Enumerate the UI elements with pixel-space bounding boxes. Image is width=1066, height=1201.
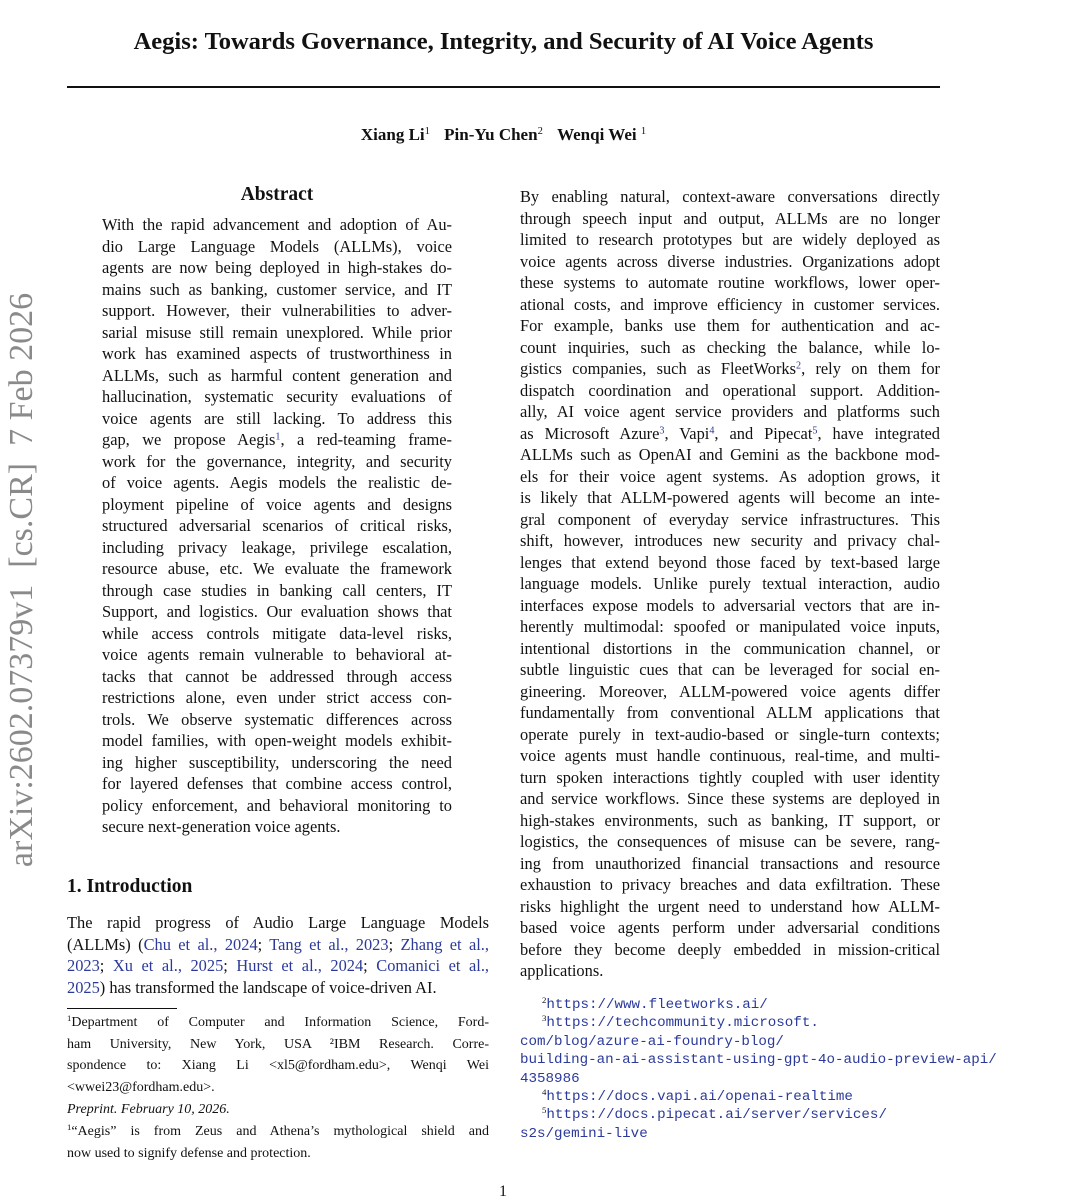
footnote-url[interactable]: https://techcommunity.microsoft. — [546, 1015, 819, 1032]
text-line: ham University, New York, USA ²IBM Research. Corre- — [67, 1036, 489, 1052]
text-line: Support, and logistics. Our evaluation shows that — [102, 602, 452, 621]
text-line: dispatch coordination and operational support. Addition- — [520, 380, 940, 400]
text-line: dio Large Language Models (ALLMs), voice — [102, 236, 452, 256]
citation-link[interactable]: 2023 — [67, 956, 100, 975]
author: Wenqi Wei $^1$ — [557, 125, 647, 144]
text-line: herently multimodal: spoofed or manipulated voice inputs, — [520, 617, 940, 636]
text-line: logistics, the consequences of misuse can be severe, rang- — [520, 832, 940, 851]
footnote-number: 4 — [542, 1087, 547, 1098]
footnote-url[interactable]: s2s/gemini-live — [520, 1125, 648, 1142]
text-line: through case studies in banking call centers, IT — [102, 580, 452, 600]
text-line: By enabling natural, context-aware conversations directly — [520, 187, 940, 206]
text-span: gap, we propose Aegis — [102, 430, 276, 449]
text-line: restrictions alone, even under strict access con- — [102, 688, 452, 707]
footnote-url[interactable]: https://docs.pipecat.ai/server/services/ — [546, 1107, 887, 1124]
citation-link[interactable]: Tang et al., 2023 — [269, 934, 389, 954]
citation-link[interactable]: Xu et al., 2025 — [112, 956, 224, 975]
url-footnotes — [520, 996, 997, 1143]
text-line: ALLMs, such as harmful content generation and — [102, 365, 452, 385]
text-span: ) has transformed the landscape of voice-driven AI. — [99, 977, 437, 997]
text-line: resource abuse, etc. We evaluate the framework — [102, 559, 452, 578]
text-line: before they become deeply embedded in mission-critical — [520, 939, 940, 959]
footnote-url-line[interactable] — [520, 1088, 997, 1106]
text-line: count inquiries, such as checking the balance, while lo- — [520, 337, 940, 357]
text-line — [67, 1123, 489, 1145]
introduction-body-continued — [520, 186, 940, 982]
footnote-url[interactable]: https://www.fleetworks.ai/ — [546, 997, 768, 1013]
footnote-url-line[interactable] — [520, 1125, 997, 1143]
footnote-link[interactable]: 2 — [796, 360, 802, 372]
text-line: these systems to automate routine workflows, lower oper- — [520, 273, 940, 292]
author: Pin-Yu Chen$^2$ — [444, 125, 543, 144]
footnote-url-line[interactable] — [520, 1106, 997, 1124]
text-span: ; — [99, 956, 113, 975]
citation-link[interactable]: 2025 — [67, 977, 100, 997]
text-span: ; — [388, 934, 401, 954]
text-span: , and Pipecat — [714, 423, 813, 443]
text-line: limited to research prototypes but are widely deployed as — [520, 230, 940, 249]
text-line: voice agents must handle continuous, real-time, and multi- — [520, 746, 940, 765]
text-line: high-stakes environments, such as banking, IT support, or — [520, 810, 940, 830]
text-span: ; — [363, 956, 377, 975]
text-line: is likely that ALLM-powered agents will become an inte- — [520, 488, 940, 507]
citation-link[interactable]: Zhang et al., — [400, 934, 489, 954]
text-line: and service workflows. Since these systems are deployed in — [520, 789, 940, 808]
text-line: model families, with open-weight models exhibit- — [102, 731, 452, 750]
text-line: interfaces expose models to adversarial vectors that are in- — [520, 595, 940, 615]
paper-title: Aegis: Towards Governance, Integrity, and Security of AI Voice Agents — [133, 28, 874, 55]
text-line: while access controls mitigate data-level risks, — [102, 623, 452, 643]
text-line — [67, 1014, 489, 1036]
text-line: language models. Unlike purely textual interaction, audio — [520, 574, 940, 593]
text-line: of voice agents. Aegis models the realistic de- — [102, 473, 452, 492]
footnote-link[interactable]: 5 — [812, 424, 818, 436]
text-line: structured adversarial scenarios of critical risks, — [102, 516, 452, 535]
footnote-link[interactable]: 3 — [659, 424, 665, 436]
text-line: work has examined aspects of trustworthiness in — [102, 344, 452, 363]
text-line — [67, 955, 489, 977]
footnote-url[interactable]: building-an-ai-assistant-using-gpt-4o-audio-preview-api/ — [520, 1052, 997, 1069]
text-line: gral component of everyday service infrastructures. This — [520, 509, 940, 529]
text-span: , rely on them for — [801, 359, 940, 378]
citation-link[interactable]: Chu et al., 2024 — [143, 934, 258, 954]
text-line — [67, 977, 489, 999]
text-span: , Vapi — [664, 423, 710, 443]
text-line: The rapid progress of Audio Large Language Models — [67, 913, 489, 932]
text-line: lenges that extend beyond those faced by text-based large — [520, 552, 940, 572]
text-line: intentional distortions in the communication channel, or — [520, 638, 940, 658]
text-line: risks highlight the urgent need to understand how ALLM- — [520, 896, 940, 916]
text-line: based voice agents perform under adversarial conditions — [520, 918, 940, 937]
text-line: spondence to: Xiang Li <xl5@fordham.edu>, Wenqi Wei — [67, 1058, 489, 1073]
text-line: through speech input and output, ALLMs are no longer — [520, 208, 940, 228]
text-line: ing higher susceptibility, underscoring the need — [102, 752, 452, 772]
text-span: 1 — [67, 1013, 72, 1024]
footnote-url-line[interactable] — [520, 1070, 997, 1088]
citation-link[interactable]: Hurst et al., 2024 — [236, 956, 364, 975]
text-line — [67, 934, 489, 956]
text-span: , a red-teaming frame- — [280, 430, 452, 449]
title-rule — [67, 86, 940, 88]
text-line: voice agents are still lacking. To address this — [102, 408, 452, 428]
text-line: mains such as banking, customer service, and IT — [102, 279, 452, 299]
text-span: Department of Computer and Information Science, Ford- — [71, 1015, 489, 1030]
text-line: policy enforcement, and behavioral monitoring to — [102, 795, 452, 815]
text-line: shift, however, introduces new security and privacy chal- — [520, 531, 940, 550]
text-line: secure next-generation voice agents. — [102, 817, 341, 836]
text-line: work for the governance, integrity, and security — [102, 451, 452, 471]
text-line: els for their voice agent systems. As adoption grows, it — [520, 466, 940, 486]
footnote-number: 5 — [542, 1105, 547, 1116]
text-line: gineering. Moreover, ALLM-powered voice agents differ — [520, 681, 940, 701]
text-line: voice agents across diverse industries. Organizations adopt — [520, 251, 940, 271]
text-line: exhaustion to privacy breaches and data exfiltration. These — [520, 875, 940, 894]
footnote-url[interactable]: https://docs.vapi.ai/openai-realtime — [546, 1089, 853, 1106]
text-line — [520, 358, 940, 380]
text-line: ALLMs such as OpenAI and Gemini as the backbone mod- — [520, 445, 940, 464]
footnote-url-line[interactable] — [520, 1014, 997, 1032]
text-line — [520, 423, 940, 445]
footnote-url[interactable]: 4358986 — [520, 1070, 580, 1087]
footnote-url-line[interactable] — [520, 1033, 997, 1051]
text-line: applications. — [520, 961, 604, 980]
text-line: agents are now being deployed in high-stakes do- — [102, 258, 452, 277]
footnote-link[interactable]: 4 — [709, 424, 715, 436]
page-number: 1 — [499, 1183, 507, 1200]
footnote-url[interactable]: com/blog/azure-ai-foundry-blog/ — [520, 1033, 784, 1050]
text-line: fundamentally from conventional ALLM applications that — [520, 703, 940, 722]
abstract-heading: Abstract — [240, 184, 314, 205]
footnote-rule — [67, 1008, 177, 1009]
text-span: (ALLMs) ( — [67, 934, 144, 954]
introduction-heading: 1. Introduction — [67, 876, 193, 897]
footnote-link[interactable]: 1 — [275, 431, 281, 443]
arxiv-identifier: arXiv:2602.07379v1 [cs.CR] 7 Feb 2026 — [3, 292, 40, 868]
text-line: subtle linguistic cues that can be leveraged for social en- — [520, 660, 940, 679]
text-line: trols. We observe systematic differences across — [102, 709, 452, 729]
text-line: ational costs, and improve efficiency in customer services. — [520, 294, 940, 314]
text-span: as Microsoft Azure — [520, 423, 660, 443]
text-span: ; — [223, 956, 237, 975]
text-line: tacks that cannot be addressed through access — [102, 666, 452, 686]
text-line: turn spoken interactions tightly coupled with user identity — [520, 767, 940, 787]
text-line: for layered defenses that combine access control, — [102, 774, 452, 793]
introduction-body — [67, 912, 489, 998]
text-line: ally, AI voice agent service providers and platforms such — [520, 402, 940, 421]
footnote-number: 2 — [542, 995, 547, 1006]
text-line: sarial misuse still remain unexplored. While prior — [102, 322, 452, 342]
text-line: For example, banks use them for authentication and ac- — [520, 316, 940, 335]
text-line: With the rapid advancement and adoption of Au- — [102, 215, 452, 234]
text-line: operate purely in text-audio-based or single-turn contexts; — [520, 724, 940, 744]
footnote-number: 3 — [542, 1013, 547, 1024]
text-line: including privacy leakage, privilege escalation, — [102, 537, 452, 557]
text-line — [102, 429, 452, 451]
text-line: hallucination, systematic security evaluations of — [102, 387, 452, 406]
footnote-url-line[interactable] — [520, 996, 997, 1014]
author: Xiang Li$^1$ — [360, 125, 430, 144]
abstract-body — [102, 214, 452, 838]
author-list — [67, 125, 940, 145]
text-line: now used to signify defense and protection. — [67, 1145, 311, 1161]
preprint-date: Preprint. February 10, 2026. — [67, 1102, 230, 1117]
text-span: “Aegis” is from Zeus and Athena’s mythological shield and — [71, 1124, 489, 1139]
text-line: ing from unauthorized financial transactions and resource — [520, 853, 940, 873]
text-span: ; — [257, 934, 270, 954]
aegis-footnote — [67, 1123, 489, 1166]
text-span: 1 — [67, 1122, 72, 1133]
text-line: <wwei23@fordham.edu>. — [67, 1079, 215, 1095]
text-line: support. However, their vulnerabilities to adver- — [102, 301, 452, 320]
text-line: voice agents remain vulnerable to behavioral at- — [102, 645, 452, 664]
footnote-url-line[interactable] — [520, 1051, 997, 1069]
citation-link[interactable]: Comanici et al., — [376, 956, 490, 975]
text-span: , have integrated — [817, 423, 941, 443]
text-line: ployment pipeline of voice agents and designs — [102, 494, 452, 514]
affiliation-footnote — [67, 1014, 489, 1100]
text-span: gistics companies, such as FleetWorks — [520, 359, 796, 378]
